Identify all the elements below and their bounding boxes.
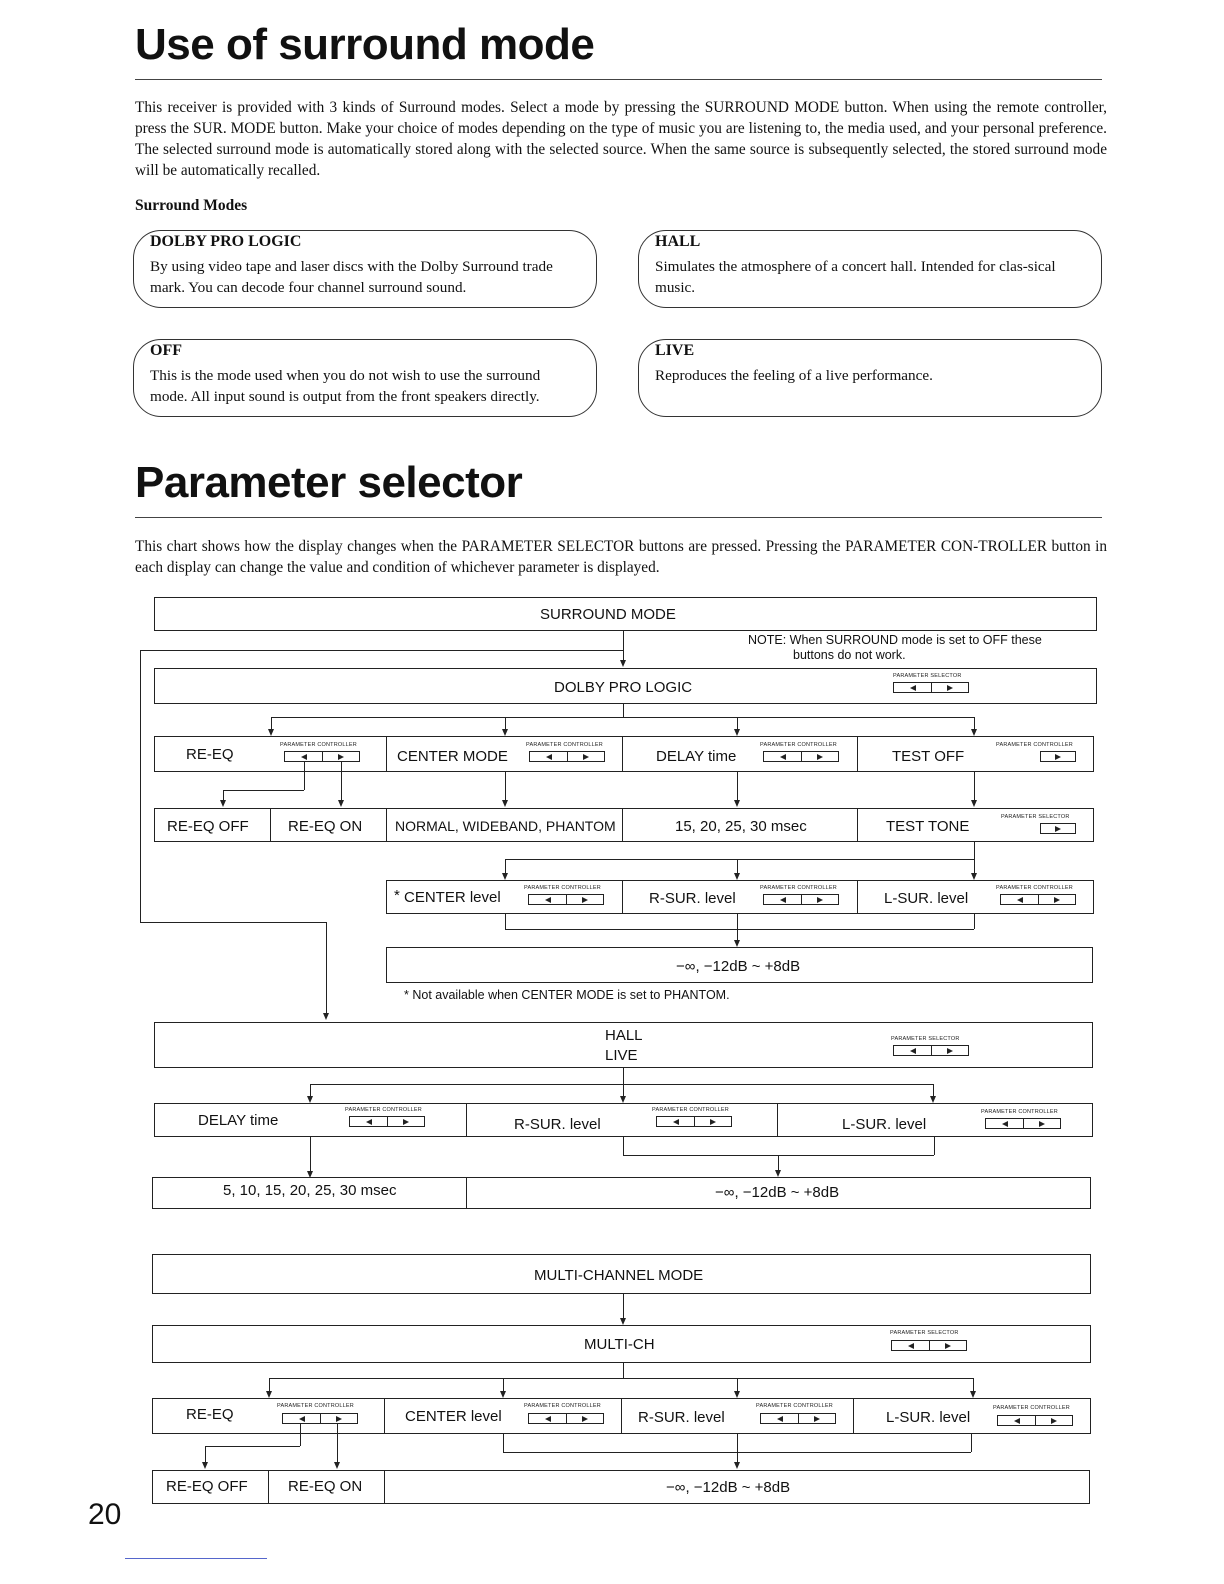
label-mc-re-eq: RE-EQ [186, 1406, 234, 1423]
label-hall-delay-values: 5, 10, 15, 20, 25, 30 msec [223, 1182, 397, 1199]
mode-desc: This is the mode used when you do not wish to use the surround mode. All input sound is output from the front speakers directly. [150, 367, 541, 405]
surround-intro: This receiver is provided with 3 kinds of Surround modes. Select a mode by pressing the SURROUND MODE button. When using the remote controller, press the SUR. MODE button. Make your choice of modes depending on the type of music you are listening to, the media used, and your personal preference. The selected surround mode is automatically stored along with the selected source. When the same source is subsequently selected, the stored surround mode will be automatically recalled. [135, 99, 1107, 179]
label-hall-delay: DELAY time [198, 1112, 279, 1129]
label-delay-values: 15, 20, 25, 30 msec [675, 818, 807, 835]
connector [505, 859, 506, 873]
arrow [202, 1462, 208, 1469]
connector [140, 650, 141, 922]
arrow [500, 1391, 506, 1398]
arrow [620, 1318, 626, 1325]
label-hall: HALL [605, 1027, 643, 1044]
connector [140, 922, 326, 923]
label-mc-re-eq-off: RE-EQ OFF [166, 1478, 248, 1495]
label-mc-level-range: −∞, −12dB ~ +8dB [666, 1479, 791, 1496]
connector [974, 859, 975, 873]
connector [974, 717, 975, 729]
label-mc-center-level: CENTER level [405, 1408, 502, 1425]
connector [271, 717, 974, 718]
connector [623, 704, 624, 717]
connector [300, 1424, 301, 1446]
arrow [338, 800, 344, 807]
arrow [502, 800, 508, 807]
btn-caption: PARAMETER CONTROLLER [277, 1403, 354, 1409]
arrow [323, 1013, 329, 1020]
btn-caption: PARAMETER SELECTOR [890, 1330, 959, 1336]
connector [933, 1084, 934, 1096]
arrow [734, 940, 740, 947]
connector [778, 1155, 779, 1171]
parameter-selector-button[interactable] [893, 1045, 969, 1056]
surround-modes-heading: Surround Modes [135, 197, 248, 214]
btn-caption: PARAMETER CONTROLLER [996, 885, 1073, 891]
arrow [334, 1462, 340, 1469]
btn-caption: PARAMETER CONTROLLER [756, 1403, 833, 1409]
asterisk-mark: * [394, 887, 400, 904]
connector [623, 1294, 624, 1320]
parameter-controller-button[interactable] [349, 1116, 425, 1127]
arrow [775, 1170, 781, 1177]
connector [271, 717, 272, 729]
arrow [970, 1391, 976, 1398]
label-mc-re-eq-on: RE-EQ ON [288, 1478, 363, 1495]
connector [341, 762, 342, 800]
connector [623, 1137, 624, 1155]
connector [505, 717, 506, 729]
connector [974, 772, 975, 800]
arrow [734, 729, 740, 736]
parameter-controller-button[interactable] [1000, 894, 1076, 905]
connector [205, 1446, 206, 1463]
connector [310, 1137, 311, 1172]
note-line-2: buttons do not work. [793, 648, 906, 662]
parameter-selector-button[interactable] [891, 1340, 967, 1351]
label-mc-l-sur: L-SUR. level [886, 1409, 971, 1426]
arrow [971, 729, 977, 736]
parameter-intro: This chart shows how the display changes when the PARAMETER SELECTOR buttons are pressed. Pressing the PARAMETER CON-TROLLER button in each display can change the value and condition of whichever parameter is displayed. [135, 538, 1107, 576]
btn-caption: PARAMETER CONTROLLER [981, 1109, 1058, 1115]
connector [223, 790, 224, 800]
connector [505, 772, 506, 800]
connector [623, 1068, 624, 1098]
connector [337, 1424, 338, 1463]
btn-caption: PARAMETER CONTROLLER [993, 1405, 1070, 1411]
connector [140, 650, 624, 651]
label-hall-r-sur: R-SUR. level [514, 1116, 601, 1133]
arrow [734, 800, 740, 807]
label-re-eq: RE-EQ [186, 746, 234, 763]
btn-caption: PARAMETER SELECTOR [893, 673, 962, 679]
label-test-off: TEST OFF [892, 748, 965, 765]
parameter-controller-button[interactable] [763, 894, 839, 905]
footer-line [125, 1558, 267, 1559]
btn-caption: PARAMETER CONTROLLER [760, 885, 837, 891]
label-mc-r-sur: R-SUR. level [638, 1409, 725, 1426]
connector [269, 1378, 270, 1391]
arrow [971, 873, 977, 880]
parameter-controller-button[interactable] [529, 751, 605, 762]
connector [505, 914, 506, 929]
parameter-controller-button[interactable] [656, 1116, 732, 1127]
mode-desc: Simulates the atmosphere of a concert hall. Intended for clas-sical music. [655, 258, 1056, 296]
label-level-range: −∞, −12dB ~ +8dB [676, 958, 801, 975]
label-test-tone: TEST TONE [886, 818, 970, 835]
mode-title: OFF [150, 342, 182, 359]
parameter-controller-button[interactable] [528, 894, 604, 905]
parameter-controller-button[interactable] [528, 1413, 604, 1424]
connector [505, 859, 974, 860]
connector [503, 1434, 504, 1452]
connector [974, 842, 975, 859]
connector [737, 914, 738, 941]
btn-caption: PARAMETER CONTROLLER [524, 885, 601, 891]
label-surround-mode: SURROUND MODE [540, 606, 676, 623]
connector [971, 1434, 972, 1452]
label-re-eq-on: RE-EQ ON [288, 818, 363, 835]
connector [974, 914, 975, 929]
connector [310, 1084, 311, 1096]
arrow [220, 800, 226, 807]
label-multi-ch: MULTI-CH [584, 1336, 655, 1353]
connector [737, 772, 738, 800]
arrow [971, 800, 977, 807]
connector [623, 631, 624, 661]
connector [973, 1378, 974, 1391]
btn-caption: PARAMETER SELECTOR [891, 1036, 960, 1042]
arrow [734, 873, 740, 880]
connector [503, 1378, 504, 1391]
arrow [268, 729, 274, 736]
connector [737, 859, 738, 873]
parameter-controller-button[interactable] [1040, 751, 1076, 762]
parameter-controller-button[interactable] [282, 1413, 358, 1424]
connector [310, 1084, 933, 1085]
parameter-controller-button[interactable] [985, 1118, 1061, 1129]
label-dolby-pro-logic: DOLBY PRO LOGIC [554, 679, 693, 696]
mode-title: DOLBY PRO LOGIC [150, 233, 302, 250]
connector [326, 922, 327, 1014]
arrow [734, 1462, 740, 1469]
arrow [266, 1391, 272, 1398]
parameter-controller-button[interactable] [284, 751, 360, 762]
arrow [502, 729, 508, 736]
arrow [734, 1391, 740, 1398]
arrow [620, 660, 626, 667]
label-live: LIVE [605, 1047, 638, 1064]
section-title-surround: Use of surround mode [135, 20, 595, 69]
arrow [307, 1096, 313, 1103]
label-re-eq-off: RE-EQ OFF [167, 818, 249, 835]
connector [269, 1378, 973, 1379]
label-hall-l-sur: L-SUR. level [842, 1116, 927, 1133]
connector [737, 1434, 738, 1463]
btn-caption: PARAMETER CONTROLLER [526, 742, 603, 748]
label-delay-time: DELAY time [656, 748, 737, 765]
label-r-sur: R-SUR. level [649, 890, 736, 907]
label-l-sur: L-SUR. level [884, 890, 969, 907]
connector [737, 717, 738, 729]
connector [223, 790, 304, 791]
connector [623, 1363, 624, 1378]
arrow [930, 1096, 936, 1103]
parameter-selector-button[interactable] [1040, 823, 1076, 834]
parameter-controller-button[interactable] [760, 1413, 836, 1424]
mode-desc: By using video tape and laser discs with the Dolby Surround trade mark. You can decode four channel surround sound. [150, 258, 553, 296]
parameter-controller-button[interactable] [763, 751, 839, 762]
connector [505, 929, 974, 930]
btn-caption: PARAMETER CONTROLLER [760, 742, 837, 748]
btn-caption: PARAMETER SELECTOR [1001, 814, 1070, 820]
btn-caption: PARAMETER CONTROLLER [345, 1107, 422, 1113]
footnote: * Not available when CENTER MODE is set to PHANTOM. [404, 988, 730, 1002]
section-title-parameter: Parameter selector [135, 458, 523, 507]
arrow [502, 873, 508, 880]
note-line-1: NOTE: When SURROUND mode is set to OFF these [748, 633, 1042, 647]
label-center-modes: NORMAL, WIDEBAND, PHANTOM [395, 818, 616, 834]
connector [934, 1137, 935, 1155]
btn-caption: PARAMETER CONTROLLER [524, 1403, 601, 1409]
btn-caption: PARAMETER CONTROLLER [652, 1107, 729, 1113]
connector [205, 1446, 300, 1447]
connector [304, 762, 305, 790]
label-center-level-star: CENTER level [404, 889, 501, 906]
mode-title: LIVE [655, 342, 695, 359]
mode-desc: Reproduces the feeling of a live performance. [655, 367, 933, 384]
label-multi-channel-mode: MULTI-CHANNEL MODE [534, 1267, 704, 1284]
label-center-mode: CENTER MODE [397, 748, 508, 765]
mode-title: HALL [655, 233, 701, 250]
btn-caption: PARAMETER CONTROLLER [280, 742, 357, 748]
parameter-controller-button[interactable] [997, 1415, 1073, 1426]
arrow [620, 1096, 626, 1103]
parameter-selector-button[interactable] [893, 682, 969, 693]
btn-caption: PARAMETER CONTROLLER [996, 742, 1073, 748]
connector [737, 1378, 738, 1391]
page-number: 20 [88, 1498, 122, 1531]
label-hall-level-range: −∞, −12dB ~ +8dB [715, 1184, 840, 1201]
